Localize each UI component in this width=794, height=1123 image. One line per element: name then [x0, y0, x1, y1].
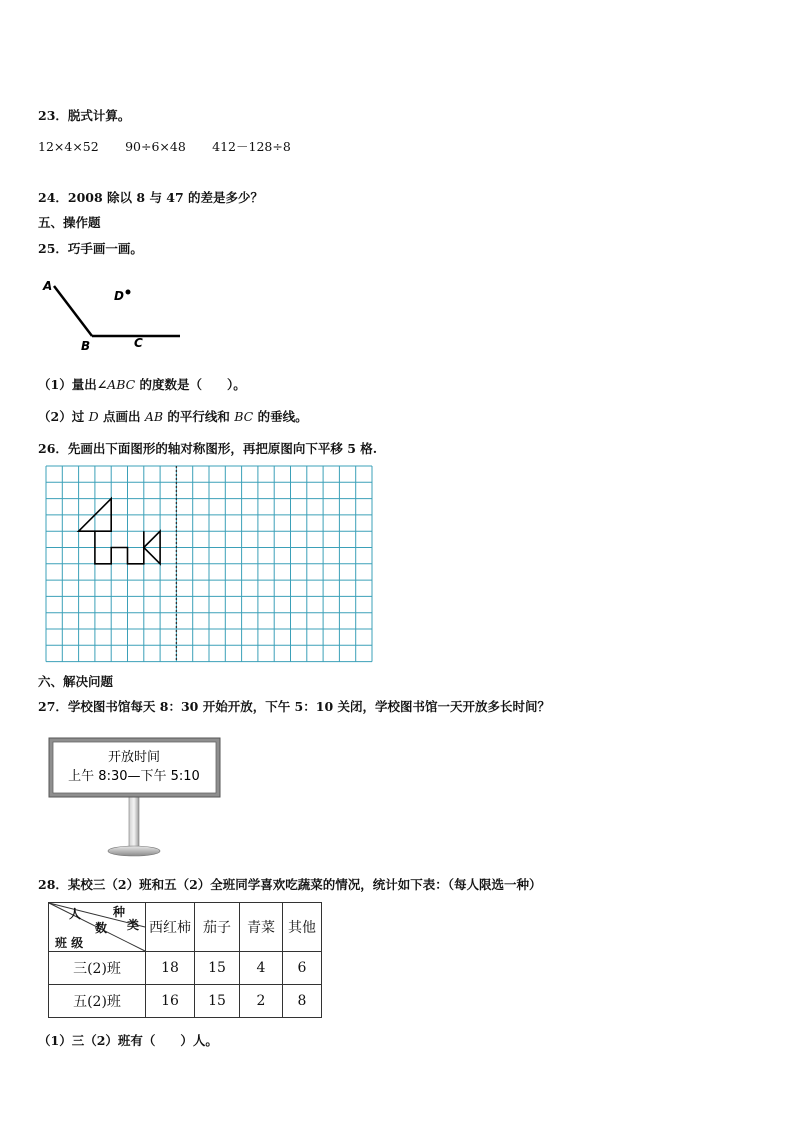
table-row: 五(2)班 16 15 2 8	[49, 985, 322, 1018]
table-corner-cell: 人 数 种 类 班 级	[49, 903, 146, 952]
expression-1: 12×4×52	[38, 139, 99, 154]
sign-hours: 上午 8:30—下午 5:10	[68, 769, 200, 784]
header-other: 其他	[283, 903, 322, 952]
q23-expressions	[38, 137, 313, 155]
label-a: A	[43, 279, 53, 293]
table-row: 三(2)班 18 15 4 6	[49, 952, 322, 985]
q25-title: 25．巧手画一画。	[38, 241, 143, 256]
q27-title: 27．学校图书馆每天 8：30 开始开放，下午 5：10 关闭，学校图书馆一天开放多长时间？	[38, 699, 550, 714]
square-grid	[46, 466, 373, 662]
section-5-title: 五、操作题	[38, 215, 101, 230]
label-d: D	[114, 289, 124, 303]
opening-hours-sign	[48, 737, 223, 857]
q23-title: 23．脱式计算。	[38, 108, 131, 123]
section-6-title: 六、解决问题	[38, 674, 114, 689]
q25-part2: （2）过 D 点画出 AB 的平行线和 BC 的垂线。	[38, 409, 308, 424]
vegetable-table	[48, 902, 322, 1018]
label-b: B	[81, 339, 91, 353]
q24-text: 24．2008 除以 8 与 47 的差是多少？	[38, 190, 264, 205]
sign-title: 开放时间	[107, 750, 161, 765]
q28-title: 28．某校三（2）班和五（2）全班同学喜欢吃蔬菜的情况，统计如下表：（每人限选一种）	[38, 877, 542, 892]
angle-abc-figure	[38, 276, 198, 356]
q26-title: 26．先画出下面图形的轴对称图形，再把原图向下平移 5 格.	[38, 441, 378, 456]
header-greens: 青菜	[240, 903, 283, 952]
q28-part1: （1）三（2）班有（ ）人。	[38, 1033, 218, 1048]
q25-part1: （1）量出∠ABC 的度数是（ ）。	[38, 377, 246, 392]
expression-3: 412－128÷8	[212, 139, 291, 154]
expression-2: 90÷6×48	[125, 139, 186, 154]
header-eggplant: 茄子	[195, 903, 240, 952]
point-d-dot	[126, 290, 131, 295]
label-c: C	[134, 336, 143, 350]
header-tomato: 西红柿	[146, 903, 195, 952]
